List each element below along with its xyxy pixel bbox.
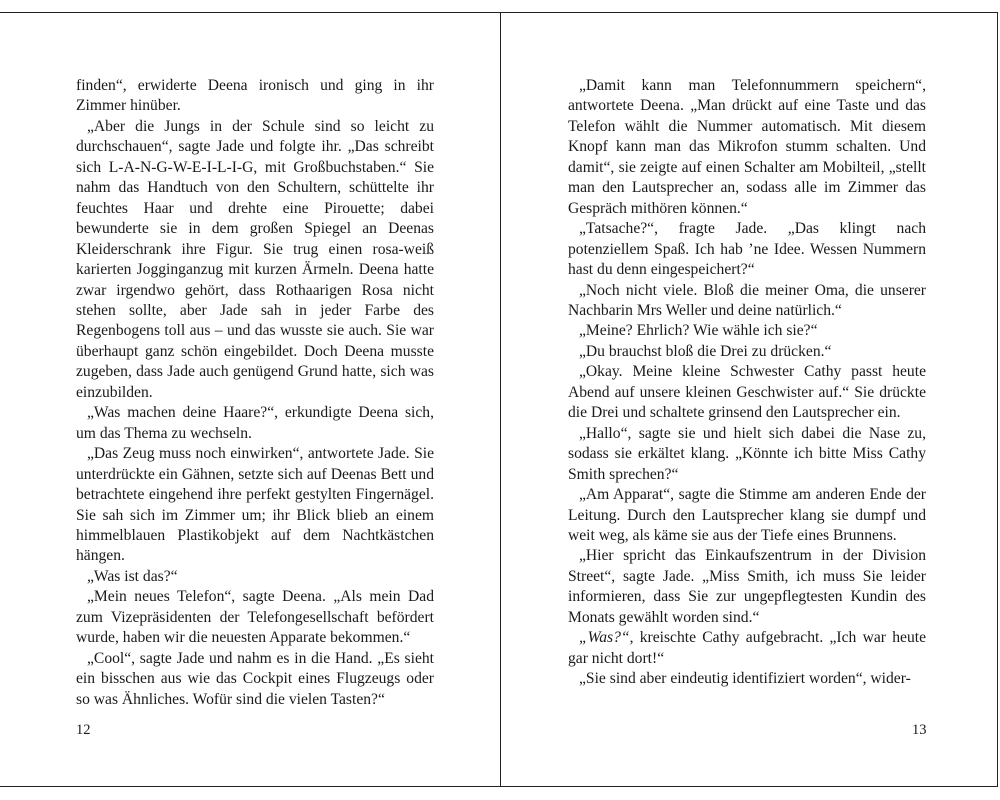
page-number: 13 bbox=[912, 722, 927, 738]
paragraph: „Das Zeug muss noch einwirken“, antwortete Jade. Sie unterdrückte ein Gähnen, setzte sich auf Deenas Bett und betrachtete eingehend ihre perfekt gestylten Fingernägel. Sie sah sich im Zimmer um; ihr Blick blieb an einem himmelblauen Plastikobjekt auf dem Nachtkästchen hängen. bbox=[76, 445, 434, 565]
paragraph: „Hier spricht das Einkaufszentrum in der Division Street“, sagte Jade. „Miss Smith, ich muss Sie leider informieren, dass Sie zur ungepflegtesten Kundin des Monats gewählt worden sind.“ bbox=[568, 547, 926, 626]
paragraph bbox=[568, 628, 926, 669]
italic-word: „Was?“ bbox=[579, 629, 630, 647]
paragraph: „Du brauchst bloß die Drei zu drücken.“ bbox=[579, 342, 832, 360]
paragraph: „Was machen deine Haare?“, erkundigte Deena sich, um das Thema zu wechseln. bbox=[76, 404, 434, 442]
paragraph: „Meine? Ehrlich? Wie wähle ich sie?“ bbox=[579, 322, 818, 340]
paragraph: „Tatsache?“, fragte Jade. „Das klingt nach potenziellem Spaß. Ich hab ’ne Idee. Wessen Nummern hast du denn eingespeichert?“ bbox=[568, 220, 926, 279]
page-number: 12 bbox=[76, 722, 91, 738]
right-page bbox=[568, 76, 926, 690]
paragraph: „Hallo“, sagte sie und hielt sich dabei die Nase zu, sodass sie erkältet klang. „Könnte ich bitte Miss Cathy Smith sprechen?“ bbox=[568, 424, 926, 483]
paragraph: „Okay. Meine kleine Schwester Cathy passt heute Abend auf unsere kleinen Geschwister auf.“ Sie drückte die Drei und schaltete grinsend den Lautsprecher ein. bbox=[568, 363, 926, 422]
paragraph: „Noch nicht viele. Bloß die meiner Oma, die unserer Nachbarin Mrs Weller und deine natürlich.“ bbox=[568, 281, 926, 319]
paragraph: finden“, erwiderte Deena ironisch und ging in ihr Zimmer hinüber. bbox=[76, 77, 434, 115]
paragraph: „Aber die Jungs in der Schule sind so leicht zu durchschauen“, sagte Jade und folgte ihr. „Das schreibt sich L-A-N-G-W-E-I-L-I-G, mit Großbuchstaben.“ Sie nahm das Handtuch von den Schultern, schüttelte ihr feuchtes Haar und drehte eine Pirouette; dabei bewunderte sie in dem großen Spiegel an Deenas Kleiderschrank ihre Figur. Sie trug einen rosa-weiß karierten Jogginganzug mit kurzen Ärmeln. Deena hatte zwar irgendwo gehört, dass Rothaarigen Rosa nicht stehen sollte, aber Jade sah in jeder Farbe des Regenbogens toll aus – und das wusste sie auch. Sie war überhaupt ganz schön eingebildet. Doch Deena musste zugeben, dass Jade auch genügend Grund hatte, sich was einzubilden. bbox=[76, 117, 434, 401]
paragraph: „Cool“, sagte Jade und nahm es in die Hand. „Es sieht ein bisschen aus wie das Cockpit eines Flugzeugs oder so was Ähnliches. Wofür sind die vielen Tasten?“ bbox=[76, 649, 434, 708]
paragraph: „Damit kann man Telefonnummern speichern“, antwortete Deena. „Man drückt auf eine Taste und das Telefon wählt die Nummer automatisch. Mit diesem Knopf kann man das Mikrofon stumm schalten. Und damit“, sie zeigte auf einen Schalter am Mobilteil, „stellt man den Lautsprecher an, sodass alle im Zimmer das Gespräch mithören können.“ bbox=[568, 77, 926, 217]
paragraph: „Mein neues Telefon“, sagte Deena. „Als mein Dad zum Vizepräsidenten der Telefongesellschaft befördert wurde, haben wir die neuesten Apparate bekommen.“ bbox=[76, 588, 434, 647]
paragraph: „Was ist das?“ bbox=[87, 567, 178, 585]
left-page bbox=[76, 76, 434, 710]
paragraph: „Am Apparat“, sagte die Stimme am anderen Ende der Leitung. Durch den Lautsprecher klang sie dumpf und weit weg, als käme sie aus der Tiefe eines Brunnens. bbox=[568, 486, 926, 544]
paragraph-rest: , kreischte Cathy aufgebracht. „Ich war heute gar nicht dort!“ bbox=[568, 629, 926, 667]
book-spine bbox=[500, 12, 501, 787]
paragraph: „Sie sind aber eindeutig identifiziert worden“, wider- bbox=[579, 670, 911, 688]
